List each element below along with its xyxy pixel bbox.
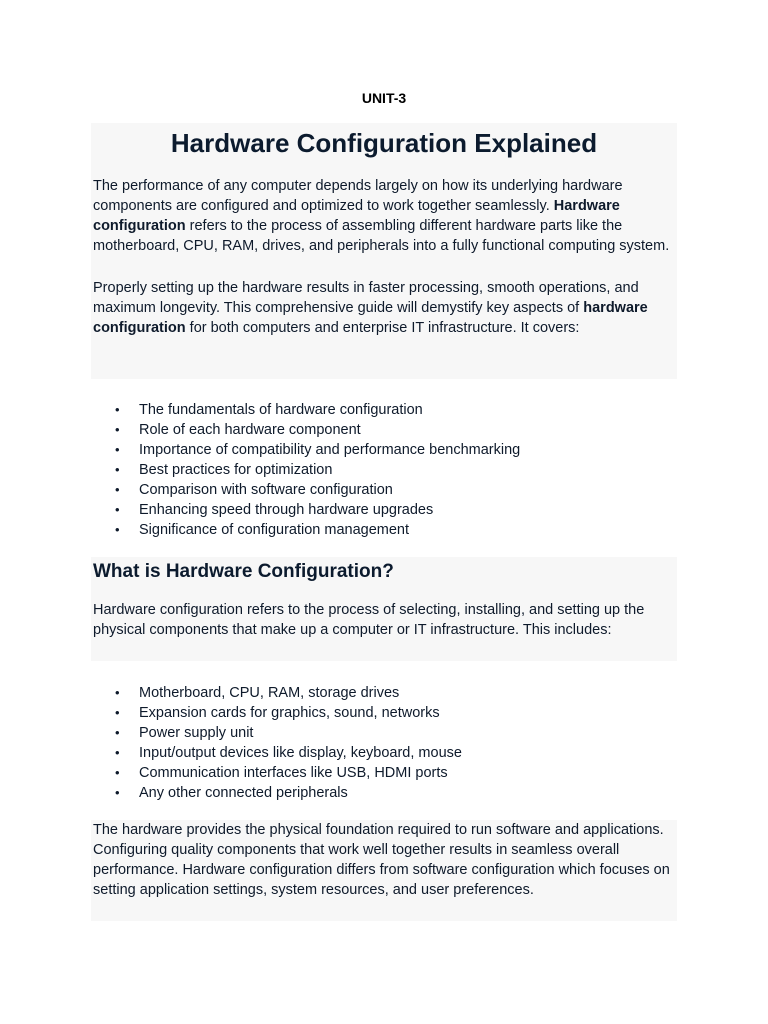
intro-block <box>91 123 677 379</box>
section-heading: What is Hardware Configuration? <box>93 561 394 582</box>
list-item: • Significance of configuration management <box>111 520 520 540</box>
intro-p1-bold: Hardware configuration <box>93 198 620 234</box>
intro-p2-text-b: for both computers and enterprise IT infrastructure. It covers: <box>185 320 580 336</box>
closing-paragraph: The hardware provides the physical foundation required to run software and applications. Configuring quality components that work well together results in seamless overall performance. Hardware configuration differs from software configuration which focuses on setting application settings, system resources, and user preferences. <box>93 822 670 898</box>
list-item: • Any other connected peripherals <box>111 783 462 803</box>
intro-paragraph-1 <box>93 176 675 256</box>
list-item: • The fundamentals of hardware configuration <box>111 400 520 420</box>
list-item: • Input/output devices like display, keyboard, mouse <box>111 743 462 763</box>
intro-p2-text-a: Properly setting up the hardware results in faster processing, smooth operations, and maximum longevity. This comprehensive guide will demystify key aspects of <box>93 280 639 316</box>
list-item: • Motherboard, CPU, RAM, storage drives <box>111 683 462 703</box>
section-block <box>91 557 677 661</box>
list-item: • Comparison with software configuration <box>111 480 520 500</box>
intro-paragraph-2 <box>93 278 675 338</box>
list-item: • Expansion cards for graphics, sound, networks <box>111 703 462 723</box>
includes-list <box>111 683 462 803</box>
covers-list <box>111 400 520 540</box>
page-title: Hardware Configuration Explained <box>170 128 598 158</box>
list-item: • Role of each hardware component <box>111 420 520 440</box>
intro-p1-text-b: refers to the process of assembling different hardware parts like the motherboard, CPU, RAM, drives, and peripherals into a fully functional computing system. <box>93 218 670 254</box>
unit-label: UNIT-3 <box>361 90 407 106</box>
list-item: • Enhancing speed through hardware upgrades <box>111 500 520 520</box>
list-item: • Best practices for optimization <box>111 460 520 480</box>
closing-block <box>91 820 677 921</box>
list-item: • Communication interfaces like USB, HDMI ports <box>111 763 462 783</box>
list-item: • Power supply unit <box>111 723 462 743</box>
intro-p1-text-a: The performance of any computer depends largely on how its underlying hardware components are configured and optimized to work together seamlessly. <box>93 178 623 214</box>
intro-p2-bold: hardware configuration <box>93 300 648 336</box>
section-paragraph: Hardware configuration refers to the process of selecting, installing, and setting up the physical components that make up a computer or IT infrastructure. This includes: <box>93 602 645 638</box>
list-item: • Importance of compatibility and performance benchmarking <box>111 440 520 460</box>
